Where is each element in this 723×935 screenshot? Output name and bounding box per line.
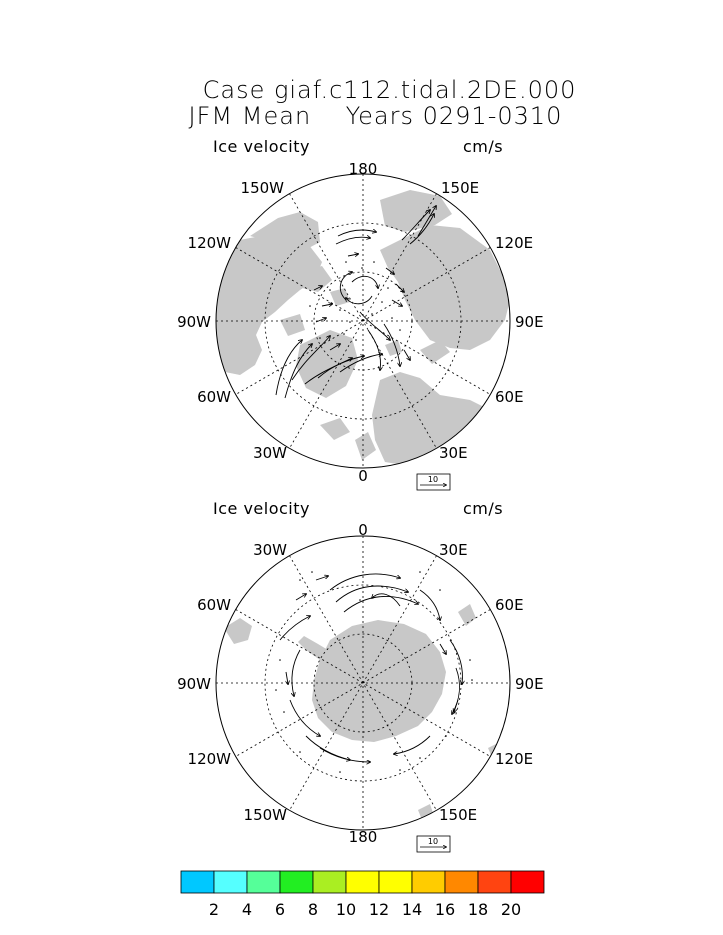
colorbar-swatch xyxy=(247,871,280,893)
south-lon-label-30w: 30W xyxy=(253,541,287,559)
north-field-label: Ice velocity xyxy=(213,137,310,156)
south-lon-label-90w: 90W xyxy=(177,675,211,693)
north-lon-label-90e: 90E xyxy=(515,313,544,331)
north-polar-map xyxy=(177,160,544,490)
south-reference-vector-label: 10 xyxy=(427,837,439,846)
north-lon-label-30w: 30W xyxy=(253,444,287,462)
colorbar-tick-label: 8 xyxy=(307,900,319,919)
colorbar-swatch xyxy=(313,871,346,893)
south-units-label: cm/s xyxy=(463,499,504,518)
north-units-label: cm/s xyxy=(463,137,504,156)
colorbar-tick-label: 10 xyxy=(335,900,357,919)
north-lon-label-120e: 120E xyxy=(495,234,534,252)
colorbar xyxy=(181,871,544,919)
south-lon-label-90e: 90E xyxy=(515,675,544,693)
colorbar-swatch xyxy=(511,871,544,893)
north-lon-label-bottom: 0 xyxy=(358,467,368,485)
north-lon-label-150w: 150W xyxy=(240,179,284,197)
colorbar-tick-label: 18 xyxy=(467,900,489,919)
south-lon-label-60e: 60E xyxy=(495,596,524,614)
south-lon-label-150e: 150E xyxy=(439,806,478,824)
colorbar-swatch xyxy=(181,871,214,893)
colorbar-tick-label: 4 xyxy=(241,900,253,919)
colorbar-swatch xyxy=(346,871,379,893)
colorbar-tick-label: 12 xyxy=(368,900,390,919)
south-field-label: Ice velocity xyxy=(213,499,310,518)
south-polar-map xyxy=(177,521,544,852)
south-lon-label-150w: 150W xyxy=(243,806,287,824)
north-reference-vector-label: 10 xyxy=(427,475,439,484)
north-reference-vector xyxy=(417,474,450,490)
north-lon-label-30e: 30E xyxy=(439,444,468,462)
colorbar-swatch xyxy=(379,871,412,893)
case-title: Case giaf.c112.tidal.2DE.000 xyxy=(202,76,577,104)
colorbar-swatch xyxy=(412,871,445,893)
north-lon-label-60w: 60W xyxy=(197,388,231,406)
colorbar-swatch xyxy=(478,871,511,893)
colorbar-tick-label: 6 xyxy=(274,900,286,919)
north-lon-label-top: 180 xyxy=(348,160,378,178)
period-title: JFM Mean Years 0291-0310 xyxy=(188,102,563,130)
colorbar-swatch xyxy=(280,871,313,893)
north-lon-label-90w: 90W xyxy=(177,313,211,331)
north-lon-label-60e: 60E xyxy=(495,388,524,406)
south-land xyxy=(224,604,506,820)
north-lon-label-150e: 150E xyxy=(441,179,480,197)
south-lon-label-30e: 30E xyxy=(439,541,468,559)
colorbar-tick-label: 14 xyxy=(401,900,423,919)
colorbar-swatch xyxy=(214,871,247,893)
south-lon-label-120w: 120W xyxy=(187,750,231,768)
south-reference-vector xyxy=(417,836,450,852)
south-lon-label-120e: 120E xyxy=(495,750,534,768)
colorbar-tick-label: 2 xyxy=(208,900,220,919)
colorbar-tick-label: 16 xyxy=(434,900,456,919)
south-lon-label-top: 0 xyxy=(358,521,368,539)
colorbar-tick-label: 20 xyxy=(500,900,522,919)
south-lon-label-bottom: 180 xyxy=(348,828,378,846)
south-lon-label-60w: 60W xyxy=(197,596,231,614)
south-meridians xyxy=(216,536,510,830)
north-lon-label-120w: 120W xyxy=(187,234,231,252)
colorbar-swatch xyxy=(445,871,478,893)
